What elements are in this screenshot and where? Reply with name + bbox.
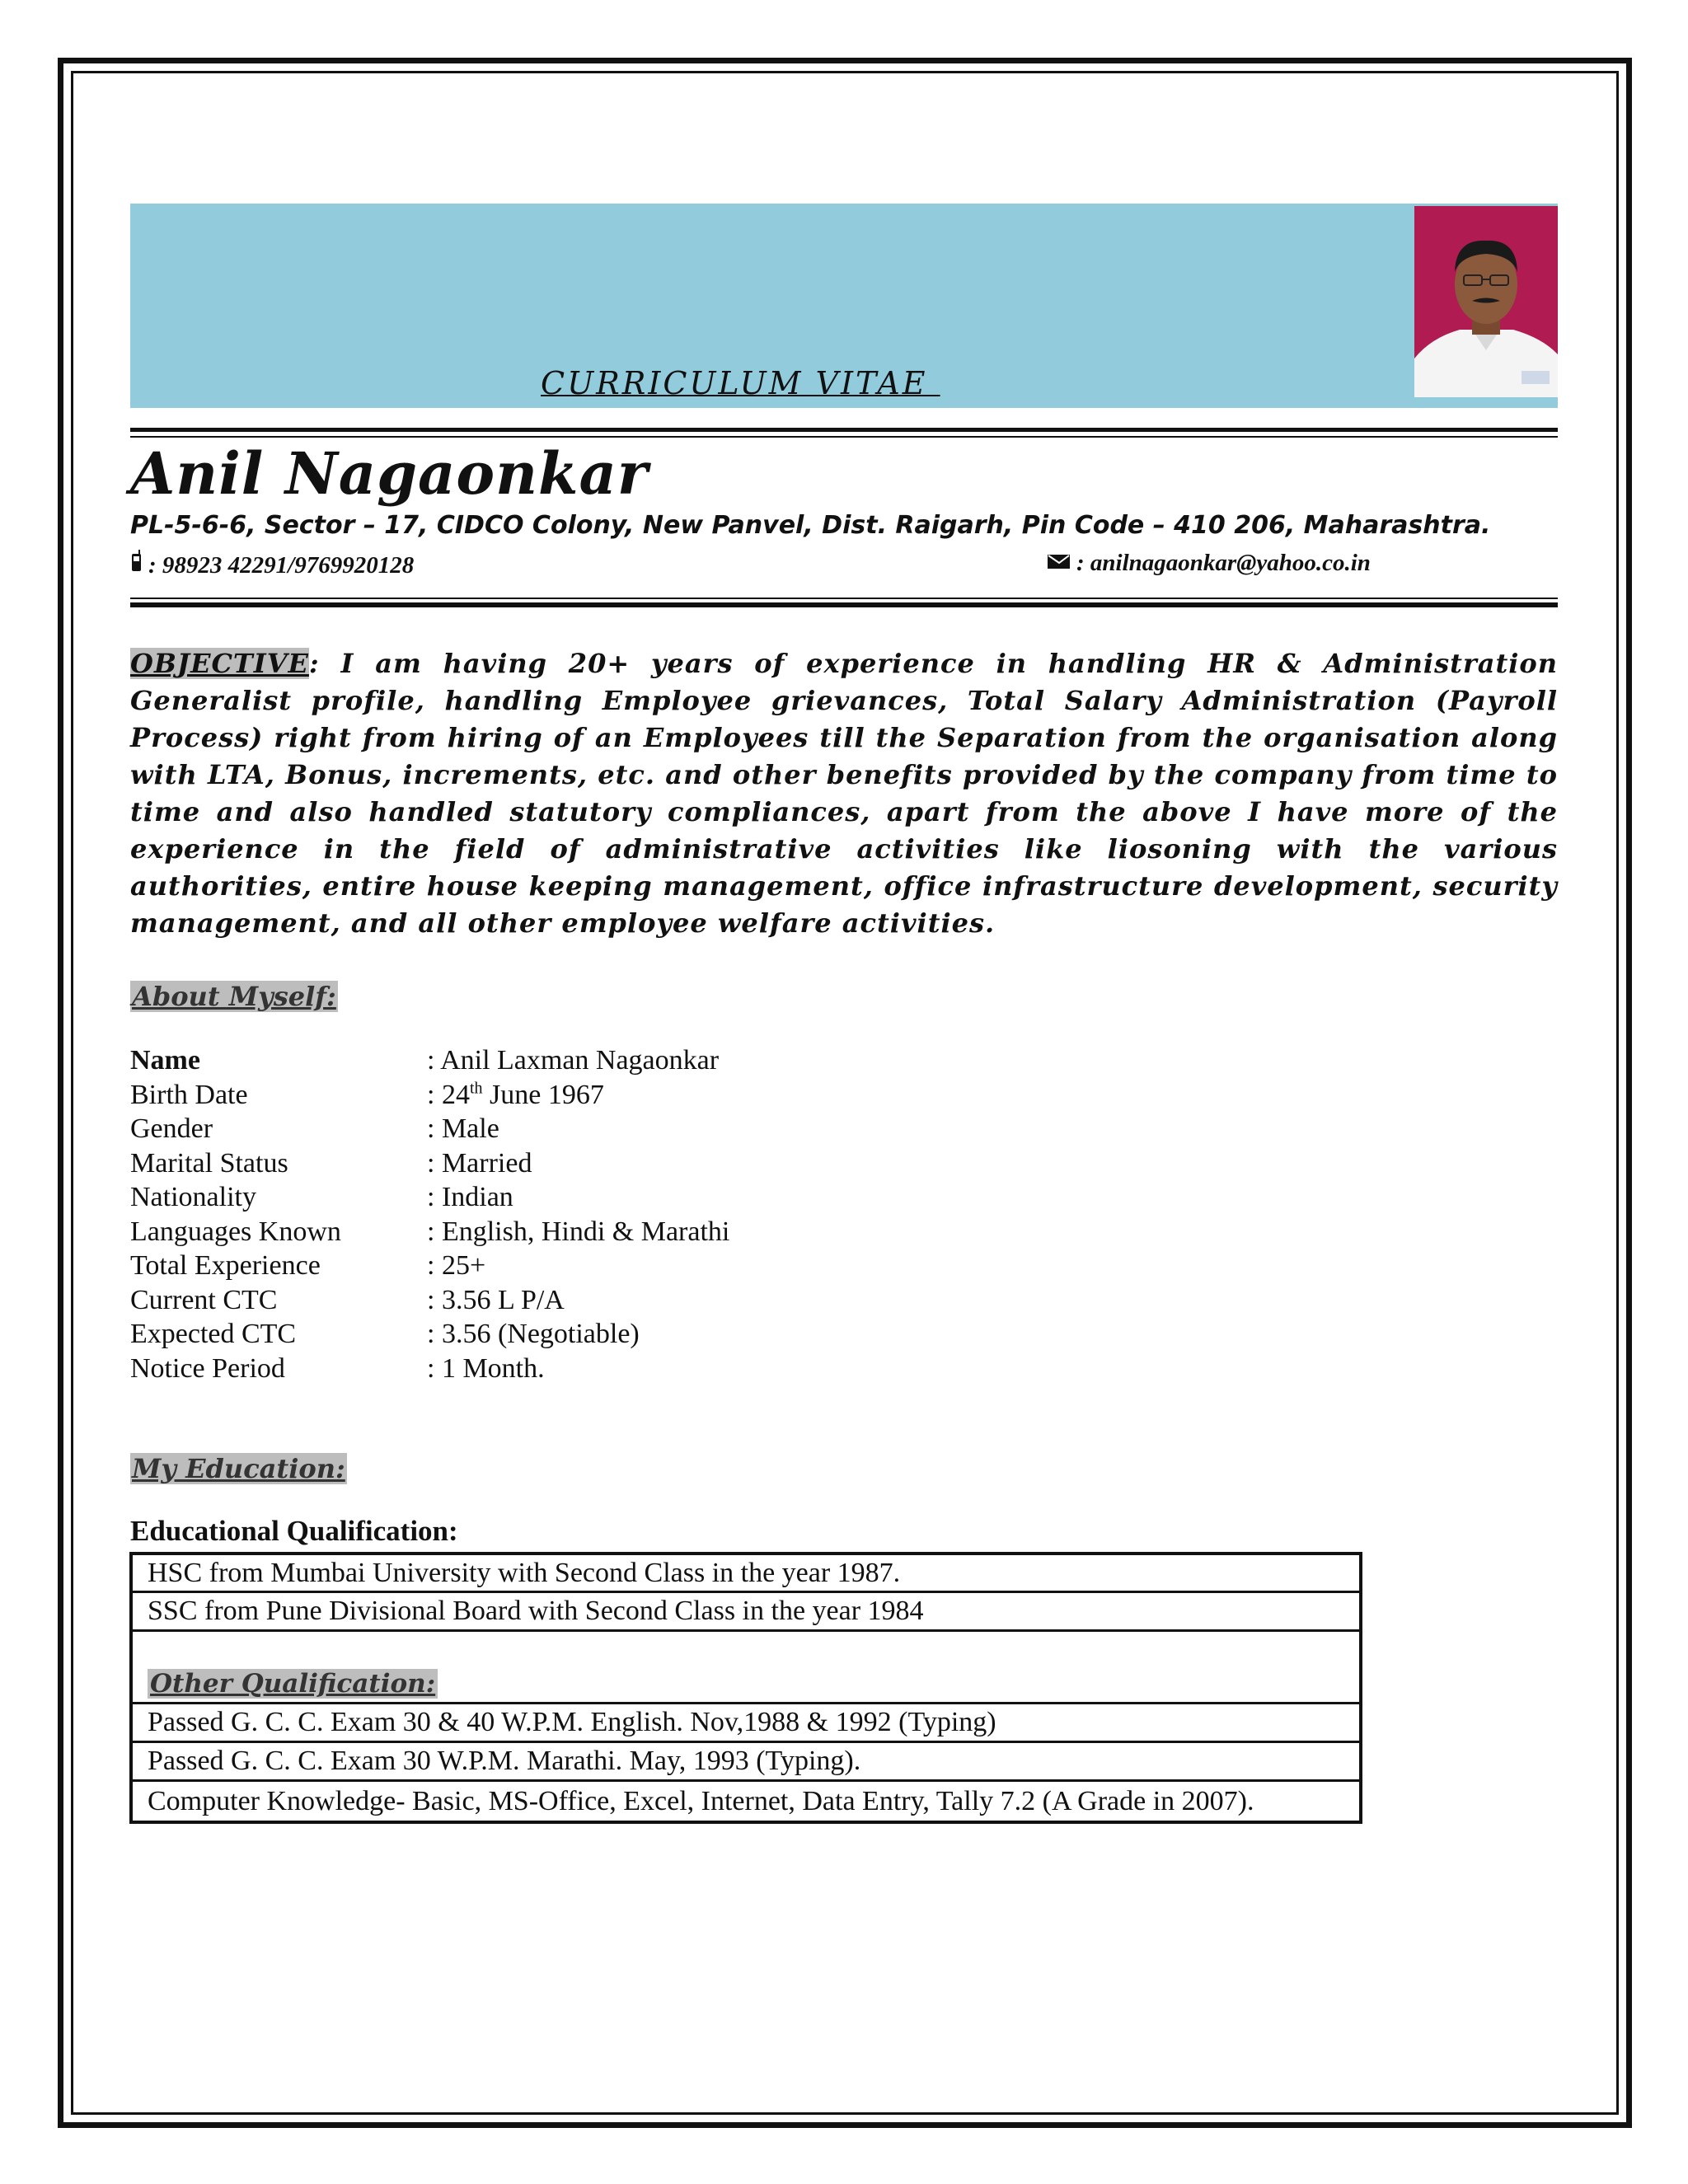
objective-label: OBJECTIVE [130, 648, 309, 679]
address-line: PL-5-6-6, Sector – 17, CIDCO Colony, New Panvel, Dist. Raigarh, Pin Code – 410 206, Maharashtra. [130, 511, 1491, 540]
detail-row-current-ctc [130, 1283, 729, 1318]
detail-label: Languages Known [130, 1216, 341, 1247]
contact-rule-thick [130, 602, 1558, 607]
detail-label: Notice Period [130, 1352, 285, 1384]
contact-rule-thin [130, 598, 1558, 599]
detail-row-expected-ctc [130, 1317, 729, 1352]
detail-value [427, 1078, 604, 1113]
document-title: CURRICULUM VITAE [541, 365, 940, 401]
my-education-heading: My Education: [132, 1453, 345, 1484]
other-qualification-row [133, 1632, 1359, 1704]
birth-day: : 24 [427, 1079, 470, 1110]
candidate-name: Anil Nagaonkar [130, 439, 649, 508]
other-qualification-heading: Other Qualification: [148, 1669, 438, 1699]
detail-value: : 1 Month. [427, 1352, 545, 1384]
detail-label: Gender [130, 1113, 213, 1144]
detail-label: Nationality [130, 1182, 256, 1212]
other-qualification-item: Passed G. C. C. Exam 30 W.P.M. Marathi. May, 1993 (Typing). [133, 1743, 1359, 1782]
about-myself-heading: About Myself: [132, 981, 336, 1012]
personal-details [130, 1043, 729, 1385]
detail-value: : 25+ [427, 1250, 486, 1281]
mobile-phone-icon [130, 550, 143, 579]
email-line [1047, 550, 1371, 577]
detail-row-name [130, 1043, 729, 1078]
detail-label: Expected CTC [130, 1319, 297, 1349]
other-qualification-item: Computer Knowledge- Basic, MS-Office, Excel, Internet, Data Entry, Tally 7.2 (A Grade in 2007). [148, 1785, 1254, 1816]
detail-row-birth-date [130, 1078, 729, 1113]
detail-value: : Anil Laxman Nagaonkar [427, 1045, 720, 1076]
detail-label: Marital Status [130, 1147, 288, 1179]
detail-value: : Indian [427, 1182, 513, 1212]
detail-row-notice-period [130, 1352, 729, 1386]
detail-label: Name [130, 1045, 200, 1076]
detail-row-gender [130, 1112, 729, 1146]
phone-line [130, 550, 414, 579]
header-rule-top-thin [130, 436, 1558, 438]
detail-value: : 3.56 (Negotiable) [427, 1319, 640, 1349]
detail-value: : English, Hindi & Marathi [427, 1216, 730, 1247]
detail-row-languages [130, 1215, 729, 1249]
detail-row-nationality [130, 1180, 729, 1215]
education-table [129, 1552, 1362, 1824]
detail-value: : 3.56 L P/A [427, 1284, 565, 1315]
phone-number: : 98923 42291/9769920128 [148, 552, 415, 579]
detail-label: Total Experience [130, 1250, 321, 1281]
education-row: HSC from Mumbai University with Second Class in the year 1987. [133, 1555, 1359, 1593]
objective-text: : I am having 20+ years of experience in handling HR & Administration Generalist profile, handling Employee grievances, Total Salary Administration (Payroll Process) right from hiring of an Employees till the Separation from the organisation along with LTA, Bonus, increments, etc. and other benefits provided by the company from time to time and also handled statutory compliances, apart from the above I have more of the experience in the field of administrative activities like liosoning with the various authorities, entire house keeping management, office infrastructure development, security management, and all other employee welfare activities. [130, 648, 1558, 939]
detail-value: : Married [427, 1147, 532, 1179]
ordinal-suffix: th [469, 1079, 483, 1098]
educational-qualification-title: Educational Qualification: [130, 1515, 458, 1547]
other-qualification-item: Passed G. C. C. Exam 30 & 40 W.P.M. English. Nov,1988 & 1992 (Typing) [133, 1704, 1359, 1743]
profile-photo [1414, 206, 1558, 397]
email-address: : anilnagaonkar@yahoo.co.in [1076, 550, 1371, 576]
detail-row-total-experience [130, 1249, 729, 1283]
detail-label: Birth Date [130, 1079, 248, 1110]
header-rule-top [130, 428, 1558, 432]
birth-month-year: June 1967 [482, 1079, 604, 1110]
detail-label: Current CTC [130, 1284, 278, 1315]
detail-row-marital-status [130, 1146, 729, 1181]
education-row: SSC from Pune Divisional Board with Second Class in the year 1984 [133, 1593, 1359, 1632]
detail-value: : Male [427, 1113, 499, 1144]
envelope-icon [1047, 550, 1071, 577]
objective-paragraph [130, 645, 1558, 942]
